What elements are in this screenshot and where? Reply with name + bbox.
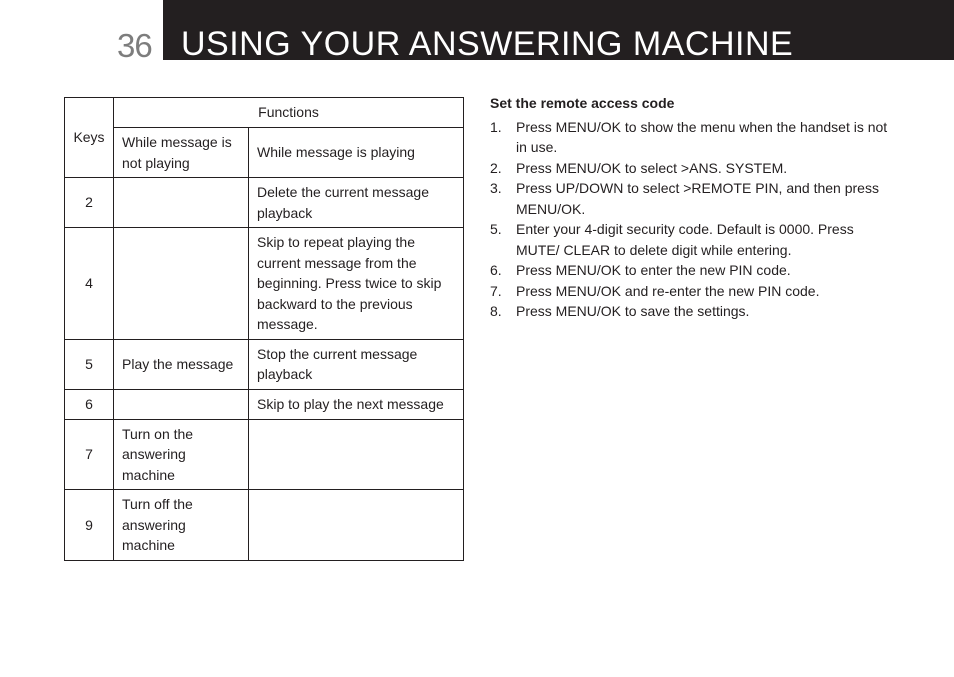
- step-number: 3.: [490, 180, 502, 196]
- playing-cell: Skip to repeat playing the current message from the beginning. Press twice to skip backward to the previous message.: [249, 228, 464, 340]
- section-heading: Set the remote access code: [490, 95, 675, 111]
- not-playing-cell: Turn on the answering machine: [114, 419, 249, 490]
- step-number: 6.: [490, 262, 502, 278]
- functions-header: Functions: [114, 98, 464, 128]
- list-item: [490, 158, 890, 179]
- step-number: 7.: [490, 282, 502, 299]
- step-text: Press MENU/OK to show the menu when the handset is not in use.: [516, 118, 888, 155]
- not-playing-cell: [114, 389, 249, 419]
- not-playing-cell: Play the message: [114, 339, 249, 389]
- playing-header: While message is playing: [249, 128, 464, 178]
- table-row: [65, 339, 464, 389]
- steps-list: [490, 117, 890, 322]
- not-playing-cell: Turn off the answering machine: [114, 490, 249, 561]
- table-subheader-row: [65, 128, 464, 178]
- key-cell: 4: [65, 228, 114, 340]
- table-row: [65, 228, 464, 340]
- list-item: [490, 117, 890, 158]
- keys-header: Keys: [65, 98, 114, 178]
- page-number: 36: [117, 27, 152, 64]
- key-cell: 6: [65, 389, 114, 419]
- step-number: 8.: [490, 303, 502, 319]
- table-row: [65, 178, 464, 228]
- keys-functions-table: [64, 97, 464, 561]
- table-row: [65, 419, 464, 490]
- step-number: 2.: [490, 159, 502, 176]
- step-text: Press MENU/OK to select >ANS. SYSTEM.: [516, 159, 788, 176]
- key-cell: 2: [65, 178, 114, 228]
- not-playing-cell: [114, 228, 249, 340]
- key-cell: 7: [65, 419, 114, 490]
- step-text: Enter your 4-digit security code. Default is 0000. Press MUTE/ CLEAR to delete digit while entering.: [516, 221, 854, 258]
- list-item: [490, 219, 890, 260]
- step-text: Press UP/DOWN to select >REMOTE PIN, and then press MENU/OK.: [516, 180, 879, 217]
- table-header-row: [65, 98, 464, 128]
- page-title: USING YOUR ANSWERING MACHINE: [181, 25, 794, 63]
- step-text: Press MENU/OK to save the settings.: [516, 303, 750, 319]
- key-cell: 5: [65, 339, 114, 389]
- table-row: [65, 389, 464, 419]
- step-number: 5.: [490, 221, 502, 237]
- playing-cell: Stop the current message playback: [249, 339, 464, 389]
- step-text: Press MENU/OK to enter the new PIN code.: [516, 262, 791, 278]
- header-bar: [163, 0, 954, 63]
- playing-cell: [249, 419, 464, 490]
- step-text: Press MENU/OK and re-enter the new PIN code.: [516, 282, 820, 299]
- playing-cell: Delete the current message playback: [249, 178, 464, 228]
- key-cell: 9: [65, 490, 114, 561]
- table-row: [65, 490, 464, 561]
- list-item: [490, 178, 890, 219]
- remote-access-section: [490, 93, 890, 322]
- playing-cell: Skip to play the next message: [249, 389, 464, 419]
- not-playing-header: While message is not playing: [114, 128, 249, 178]
- step-number: 1.: [490, 118, 502, 135]
- not-playing-cell: [114, 178, 249, 228]
- list-item: [490, 281, 890, 302]
- list-item: [490, 260, 890, 281]
- list-item: [490, 301, 890, 322]
- playing-cell: [249, 490, 464, 561]
